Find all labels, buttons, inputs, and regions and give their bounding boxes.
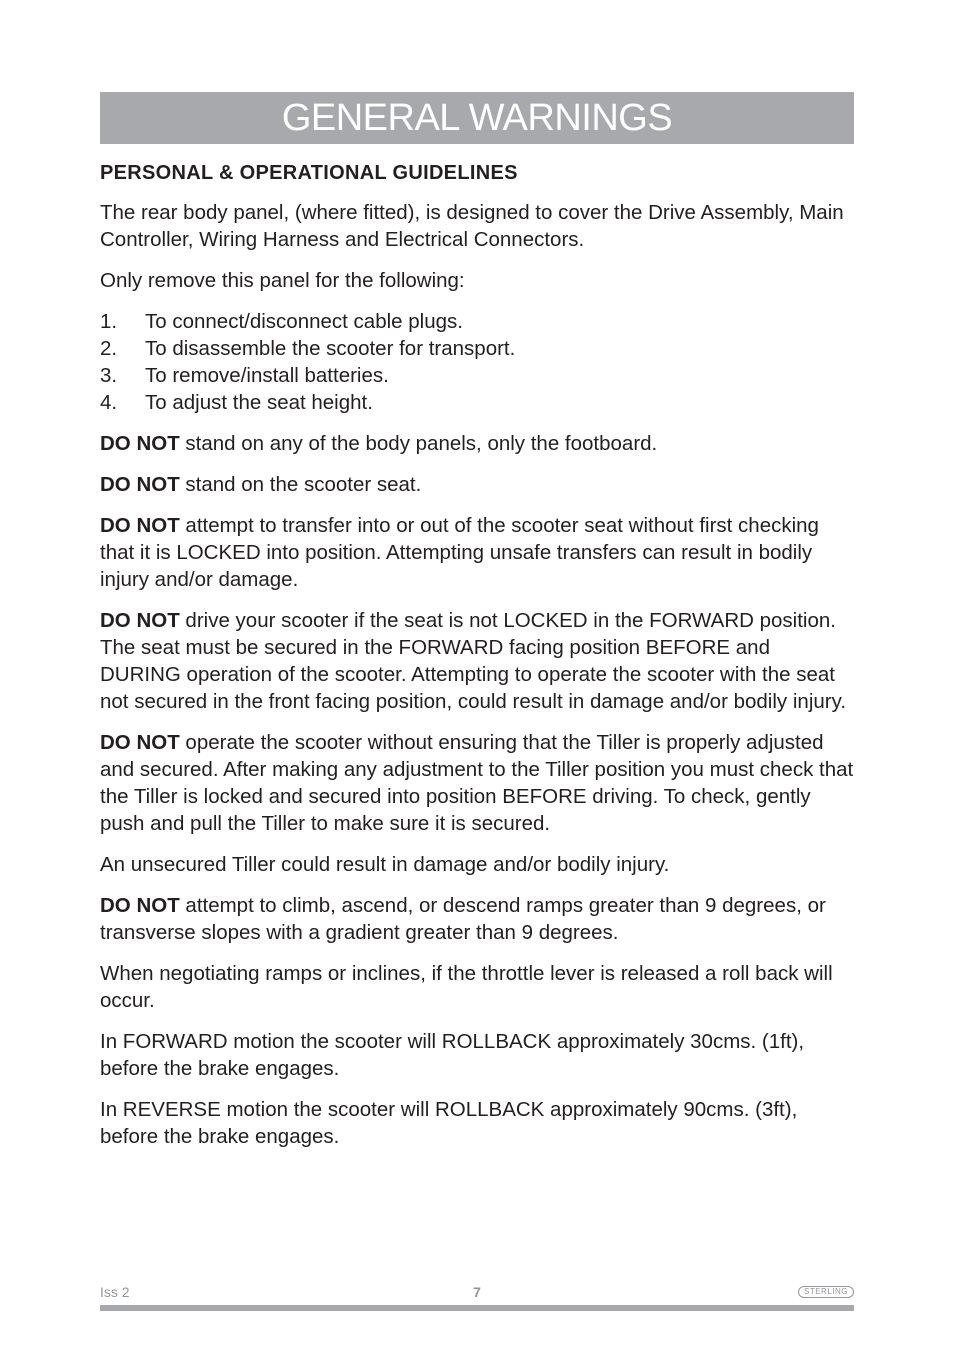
tiller-note: An unsecured Tiller could result in damage and/or bodily injury. [100,853,670,876]
list-text: To connect/disconnect cable plugs. [145,310,463,333]
list-text: To remove/install batteries. [145,364,389,387]
warning-lead: DO NOT [100,894,180,917]
intro-paragraph: The rear body panel, (where fitted), is designed to cover the Drive Assembly, Main Controller, Wiring Harness and Electrical Connectors. [100,201,844,251]
list-item [100,389,856,416]
list-text: To adjust the seat height. [145,391,373,414]
warning-text: stand on the scooter seat. [179,473,422,496]
warning-lead: DO NOT [100,731,180,754]
warning-paragraph [100,471,856,498]
list-item [100,308,856,335]
warning-text: operate the scooter without ensuring that the Tiller is properly adjusted and secured. After making any adjustment to the Tiller position you must check that the Tiller is locked and secured into position BEFORE driving. To check, gently push and pull the Tiller to make sure it is secured. [100,731,854,835]
warning-lead: DO NOT [100,473,180,496]
rollback-paragraph: In REVERSE motion the scooter will ROLLBACK approximately 90cms. (3ft), before the brake engages. [100,1098,798,1148]
section-heading: PERSONAL & OPERATIONAL GUIDELINES [100,162,518,184]
warning-text: attempt to climb, ascend, or descend ramps greater than 9 degrees, or transverse slopes with a gradient greater than 9 degrees. [100,894,826,944]
warning-text: drive your scooter if the seat is not LOCKED in the FORWARD position. The seat must be secured in the FORWARD facing position BEFORE and DURING operation of the scooter. Attempting to operate the scooter with the seat not secured in the front facing position, could result in damage and/or bodily injury. [100,609,847,713]
warning-paragraph [100,607,856,715]
rollback-paragraph: When negotiating ramps or inclines, if the throttle lever is released a roll back will occur. [100,962,833,1012]
warning-paragraph [100,729,856,837]
ramp-warning [100,892,856,946]
warning-paragraph [100,512,856,593]
warning-paragraph [100,430,856,457]
warning-text: attempt to transfer into or out of the scooter seat without first checking that it is LOCKED into position. Attempting unsafe transfers can result in bodily injury and/or damage. [100,514,819,591]
warning-text: stand on any of the body panels, only the footboard. [179,432,658,455]
list-number: 3. [100,364,118,387]
rollback-paragraph: In FORWARD motion the scooter will ROLLBACK approximately 30cms. (1ft), before the brake engages. [100,1030,805,1080]
warning-lead: DO NOT [100,514,180,537]
list-text: To disassemble the scooter for transport. [145,337,516,360]
issue-label: Iss 2 [100,1284,130,1300]
list-item [100,335,856,362]
list-item [100,362,856,389]
page-title: GENERAL WARNINGS [100,92,854,144]
main-content [100,160,856,1164]
list-number: 2. [100,337,118,360]
warning-lead: DO NOT [100,432,180,455]
list-number: 1. [100,310,118,333]
removal-reasons-list [100,308,856,416]
footer-divider [100,1305,854,1311]
brand-logo: STERLING [798,1286,854,1298]
intro-paragraph: Only remove this panel for the following: [100,269,465,292]
list-number: 4. [100,391,118,414]
warning-lead: DO NOT [100,609,180,632]
page-number: 7 [473,1284,481,1300]
